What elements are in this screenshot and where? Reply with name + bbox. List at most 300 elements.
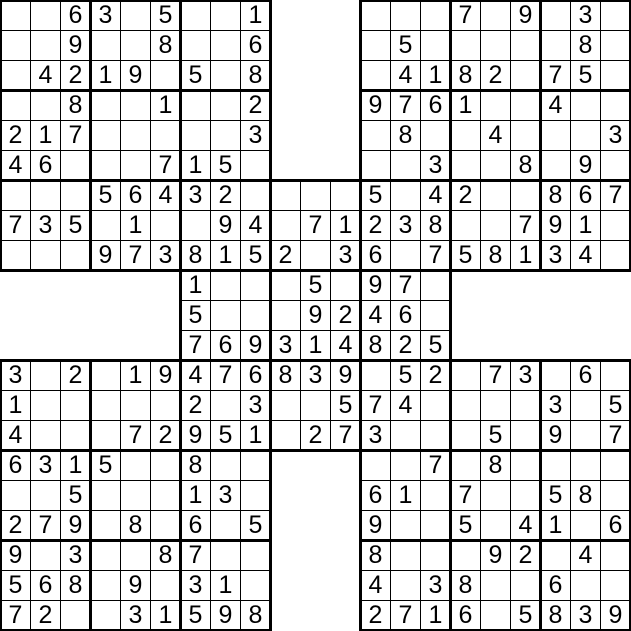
sudoku-cell-r15c14: 7: [420, 450, 451, 481]
sudoku-cell-r0c15: 7: [450, 0, 481, 31]
sudoku-cell-r12c16: 7: [480, 360, 511, 391]
sudoku-cell-r18c6: 7: [180, 540, 211, 571]
sudoku-cell-r17c5[interactable]: [150, 510, 181, 541]
sudoku-cell-r20c8: 8: [240, 600, 271, 631]
sudoku-cell-r18c0: 9: [0, 540, 31, 571]
sudoku-cell-r2c16: 2: [480, 60, 511, 91]
sudoku-cell-r9c7[interactable]: [210, 270, 241, 301]
sudoku-cell-r3c2: 8: [60, 90, 91, 121]
sudoku-cell-r3c15: 1: [450, 90, 481, 121]
sudoku-cell-r16c18: 5: [540, 480, 571, 511]
sudoku-cell-r10c14[interactable]: [420, 300, 451, 331]
sudoku-cell-r0c12[interactable]: [360, 0, 391, 31]
sudoku-cell-r1c6[interactable]: [180, 30, 211, 61]
sudoku-cell-r16c4[interactable]: [120, 480, 151, 511]
sudoku-cell-r19c12: 4: [360, 570, 391, 601]
sudoku-cell-r19c20[interactable]: [600, 570, 631, 601]
sudoku-cell-r8c20[interactable]: [600, 240, 631, 271]
sudoku-cell-r12c3[interactable]: [90, 360, 121, 391]
sudoku-cell-r7c6[interactable]: [180, 210, 211, 241]
sudoku-cell-r7c8: 4: [240, 210, 271, 241]
sudoku-cell-r15c12[interactable]: [360, 450, 391, 481]
sudoku-cell-r17c14[interactable]: [420, 510, 451, 541]
sudoku-cell-r13c7[interactable]: [210, 390, 241, 421]
sudoku-cell-r7c10: 7: [300, 210, 331, 241]
sudoku-cell-r9c12: 9: [360, 270, 391, 301]
sudoku-cell-r4c2: 7: [60, 120, 91, 151]
sudoku-cell-r3c14: 6: [420, 90, 451, 121]
sudoku-cell-r14c17[interactable]: [510, 420, 541, 451]
sudoku-cell-r1c1[interactable]: [30, 30, 61, 61]
sudoku-cell-r6c3: 5: [90, 180, 121, 211]
sudoku-cell-r8c11: 3: [330, 240, 361, 271]
sudoku-cell-r17c18: 1: [540, 510, 571, 541]
sudoku-cell-r13c16[interactable]: [480, 390, 511, 421]
sudoku-cell-r13c3[interactable]: [90, 390, 121, 421]
sudoku-cell-r10c10: 9: [300, 300, 331, 331]
sudoku-cell-r3c19[interactable]: [570, 90, 601, 121]
sudoku-cell-r18c14[interactable]: [420, 540, 451, 571]
sudoku-cell-r13c15[interactable]: [450, 390, 481, 421]
sudoku-cell-r6c9[interactable]: [270, 180, 301, 211]
sudoku-cell-r1c17[interactable]: [510, 30, 541, 61]
sudoku-cell-r17c6: 6: [180, 510, 211, 541]
sudoku-cell-r5c3[interactable]: [90, 150, 121, 181]
sudoku-cell-r4c17[interactable]: [510, 120, 541, 151]
sudoku-cell-r1c4[interactable]: [120, 30, 151, 61]
sudoku-cell-r13c9[interactable]: [270, 390, 301, 421]
sudoku-cell-r17c17: 4: [510, 510, 541, 541]
sudoku-cell-r18c17: 2: [510, 540, 541, 571]
sudoku-cell-r17c1: 7: [30, 510, 61, 541]
sudoku-cell-r12c2: 2: [60, 360, 91, 391]
sudoku-cell-r14c3[interactable]: [90, 420, 121, 451]
sudoku-cell-r6c4: 6: [120, 180, 151, 211]
sudoku-cell-r16c8[interactable]: [240, 480, 271, 511]
sudoku-cell-r2c0[interactable]: [0, 60, 31, 91]
sudoku-cell-r17c8: 5: [240, 510, 271, 541]
sudoku-cell-r8c13[interactable]: [390, 240, 421, 271]
sudoku-cell-r1c16[interactable]: [480, 30, 511, 61]
sudoku-cell-r16c20[interactable]: [600, 480, 631, 511]
sudoku-cell-r7c19: 1: [570, 210, 601, 241]
sudoku-cell-r15c8[interactable]: [240, 450, 271, 481]
sudoku-cell-r2c4: 9: [120, 60, 151, 91]
sudoku-cell-r5c4[interactable]: [120, 150, 151, 181]
sudoku-cell-r7c15[interactable]: [450, 210, 481, 241]
sudoku-cell-r9c8[interactable]: [240, 270, 271, 301]
sudoku-cell-r2c20[interactable]: [600, 60, 631, 91]
sudoku-cell-r10c12: 4: [360, 300, 391, 331]
sudoku-cell-r0c5: 5: [150, 0, 181, 31]
sudoku-cell-r2c5[interactable]: [150, 60, 181, 91]
sudoku-cell-r10c7[interactable]: [210, 300, 241, 331]
sudoku-cell-r15c5[interactable]: [150, 450, 181, 481]
sudoku-cell-r5c12[interactable]: [360, 150, 391, 181]
sudoku-cell-r18c13[interactable]: [390, 540, 421, 571]
sudoku-cell-r18c16: 9: [480, 540, 511, 571]
sudoku-cell-r15c7[interactable]: [210, 450, 241, 481]
sudoku-cell-r20c12: 2: [360, 600, 391, 631]
sudoku-cell-r14c8: 1: [240, 420, 271, 451]
sudoku-cell-r18c8[interactable]: [240, 540, 271, 571]
sudoku-cell-r13c18: 3: [540, 390, 571, 421]
sudoku-cell-r5c1: 6: [30, 150, 61, 181]
sudoku-cell-r13c19[interactable]: [570, 390, 601, 421]
sudoku-cell-r8c16: 8: [480, 240, 511, 271]
sudoku-cell-r1c20[interactable]: [600, 30, 631, 61]
sudoku-cell-r18c18[interactable]: [540, 540, 571, 571]
sudoku-cell-r4c5[interactable]: [150, 120, 181, 151]
sudoku-cell-r0c20[interactable]: [600, 0, 631, 31]
sudoku-cell-r8c14: 7: [420, 240, 451, 271]
sudoku-cell-r18c19: 4: [570, 540, 601, 571]
sudoku-cell-r20c15: 6: [450, 600, 481, 631]
sudoku-cell-r16c17[interactable]: [510, 480, 541, 511]
sudoku-cell-r1c14[interactable]: [420, 30, 451, 61]
sudoku-cell-r0c0[interactable]: [0, 0, 31, 31]
sudoku-cell-r18c5: 8: [150, 540, 181, 571]
sudoku-cell-r5c0: 4: [0, 150, 31, 181]
sudoku-cell-r3c1[interactable]: [30, 90, 61, 121]
sudoku-cell-r18c15[interactable]: [450, 540, 481, 571]
sudoku-cell-r13c5[interactable]: [150, 390, 181, 421]
sudoku-cell-r10c13: 6: [390, 300, 421, 331]
sudoku-cell-r10c9[interactable]: [270, 300, 301, 331]
sudoku-cell-r16c16[interactable]: [480, 480, 511, 511]
sudoku-cell-r8c5: 3: [150, 240, 181, 271]
sudoku-cell-r18c12: 8: [360, 540, 391, 571]
sudoku-cell-r12c18[interactable]: [540, 360, 571, 391]
sudoku-cell-r1c12[interactable]: [360, 30, 391, 61]
sudoku-cell-r1c18[interactable]: [540, 30, 571, 61]
sudoku-cell-r16c1[interactable]: [30, 480, 61, 511]
sudoku-cell-r7c7: 9: [210, 210, 241, 241]
sudoku-cell-r2c1: 4: [30, 60, 61, 91]
sudoku-cell-r14c12: 3: [360, 420, 391, 451]
sudoku-cell-r19c6: 3: [180, 570, 211, 601]
sudoku-cell-r14c15[interactable]: [450, 420, 481, 451]
sudoku-cell-r2c19: 5: [570, 60, 601, 91]
sudoku-cell-r4c6[interactable]: [180, 120, 211, 151]
sudoku-cell-r8c4: 7: [120, 240, 151, 271]
sudoku-cell-r6c10[interactable]: [300, 180, 331, 211]
sudoku-cell-r4c19[interactable]: [570, 120, 601, 151]
sudoku-cell-r11c10: 1: [300, 330, 331, 361]
sudoku-cell-r0c13[interactable]: [390, 0, 421, 31]
sudoku-cell-r7c20[interactable]: [600, 210, 631, 241]
sudoku-cell-r0c1[interactable]: [30, 0, 61, 31]
sudoku-cell-r18c3[interactable]: [90, 540, 121, 571]
sudoku-cell-r5c2[interactable]: [60, 150, 91, 181]
sudoku-cell-r6c12: 5: [360, 180, 391, 211]
sudoku-cell-r18c7[interactable]: [210, 540, 241, 571]
sudoku-cell-r2c15: 8: [450, 60, 481, 91]
sudoku-cell-r11c12: 8: [360, 330, 391, 361]
sudoku-cell-r6c11[interactable]: [330, 180, 361, 211]
sudoku-cell-r12c14: 2: [420, 360, 451, 391]
sudoku-cell-r1c5: 8: [150, 30, 181, 61]
sudoku-cell-r15c4[interactable]: [120, 450, 151, 481]
sudoku-cell-r20c19: 3: [570, 600, 601, 631]
sudoku-cell-r5c8[interactable]: [240, 150, 271, 181]
sudoku-cell-r13c20: 5: [600, 390, 631, 421]
sudoku-cell-r16c12: 6: [360, 480, 391, 511]
sudoku-cell-r7c12: 2: [360, 210, 391, 241]
sudoku-cell-r14c0: 4: [0, 420, 31, 451]
sudoku-cell-r7c2: 5: [60, 210, 91, 241]
sudoku-cell-r4c3[interactable]: [90, 120, 121, 151]
sudoku-cell-r10c11: 2: [330, 300, 361, 331]
sudoku-cell-r5c15[interactable]: [450, 150, 481, 181]
sudoku-cell-r16c0[interactable]: [0, 480, 31, 511]
sudoku-cell-r7c16[interactable]: [480, 210, 511, 241]
sudoku-cell-r7c1: 3: [30, 210, 61, 241]
sudoku-cell-r6c15: 2: [450, 180, 481, 211]
sudoku-cell-r2c7[interactable]: [210, 60, 241, 91]
sudoku-cell-r6c6: 3: [180, 180, 211, 211]
sudoku-cell-r6c17[interactable]: [510, 180, 541, 211]
sudoku-cell-r3c17[interactable]: [510, 90, 541, 121]
sudoku-cell-r14c4: 7: [120, 420, 151, 451]
sudoku-cell-r9c13: 7: [390, 270, 421, 301]
sudoku-cell-r3c6[interactable]: [180, 90, 211, 121]
sudoku-cell-r0c14[interactable]: [420, 0, 451, 31]
sudoku-cell-r8c7: 1: [210, 240, 241, 271]
sudoku-cell-r17c0: 2: [0, 510, 31, 541]
sudoku-cell-r19c17[interactable]: [510, 570, 541, 601]
sudoku-cell-r20c0: 7: [0, 600, 31, 631]
sudoku-cell-r2c14: 1: [420, 60, 451, 91]
sudoku-cell-r8c2[interactable]: [60, 240, 91, 271]
sudoku-cell-r20c7: 9: [210, 600, 241, 631]
sudoku-cell-r12c15[interactable]: [450, 360, 481, 391]
sudoku-cell-r14c20: 7: [600, 420, 631, 451]
sudoku-cell-r8c0[interactable]: [0, 240, 31, 271]
sudoku-cell-r19c8[interactable]: [240, 570, 271, 601]
sudoku-cell-r15c15[interactable]: [450, 450, 481, 481]
sudoku-cell-r12c6: 4: [180, 360, 211, 391]
sudoku-cell-r9c11[interactable]: [330, 270, 361, 301]
sudoku-cell-r14c19[interactable]: [570, 420, 601, 451]
sudoku-cell-r13c11: 5: [330, 390, 361, 421]
sudoku-cell-r16c2: 5: [60, 480, 91, 511]
sudoku-cell-r15c19[interactable]: [570, 450, 601, 481]
sudoku-cell-r19c7: 1: [210, 570, 241, 601]
sudoku-cell-r2c17[interactable]: [510, 60, 541, 91]
sudoku-cell-r4c4[interactable]: [120, 120, 151, 151]
sudoku-cell-r1c15[interactable]: [450, 30, 481, 61]
sudoku-cell-r13c13: 4: [390, 390, 421, 421]
sudoku-cell-r12c10: 3: [300, 360, 331, 391]
sudoku-cell-r1c3[interactable]: [90, 30, 121, 61]
sudoku-cell-r15c1: 3: [30, 450, 61, 481]
sudoku-cell-r17c4: 8: [120, 510, 151, 541]
sudoku-cell-r7c3[interactable]: [90, 210, 121, 241]
sudoku-cell-r16c13: 1: [390, 480, 421, 511]
sudoku-cell-r5c16[interactable]: [480, 150, 511, 181]
sudoku-cell-r16c3[interactable]: [90, 480, 121, 511]
sudoku-cell-r2c13: 4: [390, 60, 421, 91]
sudoku-cell-r12c0: 3: [0, 360, 31, 391]
sudoku-cell-r2c12[interactable]: [360, 60, 391, 91]
sudoku-cell-r7c9[interactable]: [270, 210, 301, 241]
sudoku-cell-r7c14: 8: [420, 210, 451, 241]
sudoku-cell-r6c18: 8: [540, 180, 571, 211]
sudoku-cell-r15c18[interactable]: [540, 450, 571, 481]
sudoku-cell-r19c5[interactable]: [150, 570, 181, 601]
sudoku-cell-r6c16[interactable]: [480, 180, 511, 211]
sudoku-cell-r13c12: 7: [360, 390, 391, 421]
sudoku-cell-r11c6: 7: [180, 330, 211, 361]
sudoku-cell-r17c13[interactable]: [390, 510, 421, 541]
sudoku-cell-r0c6[interactable]: [180, 0, 211, 31]
sudoku-cell-r6c2[interactable]: [60, 180, 91, 211]
sudoku-cell-r0c16[interactable]: [480, 0, 511, 31]
sudoku-cell-r17c19[interactable]: [570, 510, 601, 541]
sudoku-cell-r8c1[interactable]: [30, 240, 61, 271]
sudoku-cell-r8c6: 8: [180, 240, 211, 271]
sudoku-cell-r20c3[interactable]: [90, 600, 121, 631]
sudoku-cell-r8c15: 5: [450, 240, 481, 271]
sudoku-cell-r0c4[interactable]: [120, 0, 151, 31]
sudoku-cell-r0c18[interactable]: [540, 0, 571, 31]
sudoku-cell-r18c4[interactable]: [120, 540, 151, 571]
sudoku-cell-r19c15: 8: [450, 570, 481, 601]
sudoku-cell-r13c4[interactable]: [120, 390, 151, 421]
sudoku-cell-r4c20: 3: [600, 120, 631, 151]
sudoku-cell-r18c1[interactable]: [30, 540, 61, 571]
sudoku-cell-r17c12: 9: [360, 510, 391, 541]
sudoku-cell-r5c13[interactable]: [390, 150, 421, 181]
sudoku-cell-r19c14: 3: [420, 570, 451, 601]
sudoku-cell-r10c6: 5: [180, 300, 211, 331]
sudoku-cell-r12c13: 5: [390, 360, 421, 391]
sudoku-cell-r6c1[interactable]: [30, 180, 61, 211]
sudoku-cell-r5c5: 7: [150, 150, 181, 181]
sudoku-cell-r12c4: 1: [120, 360, 151, 391]
sudoku-cell-r15c13[interactable]: [390, 450, 421, 481]
sudoku-cell-r6c13[interactable]: [390, 180, 421, 211]
sudoku-cell-r15c6: 8: [180, 450, 211, 481]
sudoku-cell-r14c9[interactable]: [270, 420, 301, 451]
sudoku-cell-r20c2[interactable]: [60, 600, 91, 631]
sudoku-cell-r6c20: 7: [600, 180, 631, 211]
sudoku-cell-r19c0: 5: [0, 570, 31, 601]
sudoku-cell-r16c14[interactable]: [420, 480, 451, 511]
sudoku-cell-r13c8: 3: [240, 390, 271, 421]
sudoku-cell-r8c12: 6: [360, 240, 391, 271]
sudoku-cell-r13c14[interactable]: [420, 390, 451, 421]
sudoku-cell-r5c18[interactable]: [540, 150, 571, 181]
sudoku-cell-r13c10[interactable]: [300, 390, 331, 421]
sudoku-cell-r6c5: 4: [150, 180, 181, 211]
sudoku-cell-r9c14[interactable]: [420, 270, 451, 301]
sudoku-cell-r14c14[interactable]: [420, 420, 451, 451]
sudoku-cell-r18c2: 3: [60, 540, 91, 571]
sudoku-cell-r1c13: 5: [390, 30, 421, 61]
sudoku-cell-r3c4[interactable]: [120, 90, 151, 121]
sudoku-cell-r7c5[interactable]: [150, 210, 181, 241]
sudoku-cell-r4c18[interactable]: [540, 120, 571, 151]
sudoku-cell-r1c0[interactable]: [0, 30, 31, 61]
sudoku-cell-r3c16[interactable]: [480, 90, 511, 121]
sudoku-cell-r12c9: 8: [270, 360, 301, 391]
sudoku-cell-r19c19[interactable]: [570, 570, 601, 601]
sudoku-cell-r17c16[interactable]: [480, 510, 511, 541]
sudoku-cell-r19c3[interactable]: [90, 570, 121, 601]
sudoku-cell-r14c1[interactable]: [30, 420, 61, 451]
sudoku-cell-r20c16[interactable]: [480, 600, 511, 631]
sudoku-cell-r13c2[interactable]: [60, 390, 91, 421]
sudoku-cell-r16c19: 8: [570, 480, 601, 511]
sudoku-cell-r19c1: 6: [30, 570, 61, 601]
sudoku-cell-r2c2: 2: [60, 60, 91, 91]
sudoku-cell-r8c17: 1: [510, 240, 541, 271]
sudoku-cell-r8c10[interactable]: [300, 240, 331, 271]
sudoku-cell-r4c14[interactable]: [420, 120, 451, 151]
sudoku-cell-r9c9[interactable]: [270, 270, 301, 301]
sudoku-cell-r5c20[interactable]: [600, 150, 631, 181]
sudoku-cell-r14c2[interactable]: [60, 420, 91, 451]
sudoku-cell-r11c8: 9: [240, 330, 271, 361]
sudoku-cell-r20c6: 5: [180, 600, 211, 631]
sudoku-cell-r15c17[interactable]: [510, 450, 541, 481]
sudoku-cell-r3c20[interactable]: [600, 90, 631, 121]
sudoku-cell-r1c7[interactable]: [210, 30, 241, 61]
sudoku-cell-r4c12[interactable]: [360, 120, 391, 151]
sudoku-cell-r2c6: 5: [180, 60, 211, 91]
sudoku-cell-r14c18: 9: [540, 420, 571, 451]
sudoku-cell-r13c1[interactable]: [30, 390, 61, 421]
sudoku-cell-r19c13[interactable]: [390, 570, 421, 601]
sudoku-cell-r5c19: 9: [570, 150, 601, 181]
sudoku-cell-r3c7[interactable]: [210, 90, 241, 121]
sudoku-cell-r3c0[interactable]: [0, 90, 31, 121]
sudoku-cell-r17c20: 6: [600, 510, 631, 541]
sudoku-cell-r12c12[interactable]: [360, 360, 391, 391]
sudoku-cell-r16c5[interactable]: [150, 480, 181, 511]
sudoku-cell-r14c13[interactable]: [390, 420, 421, 451]
sudoku-cell-r6c8[interactable]: [240, 180, 271, 211]
sudoku-cell-r3c8: 2: [240, 90, 271, 121]
sudoku-cell-r19c16[interactable]: [480, 570, 511, 601]
sudoku-cell-r3c3[interactable]: [90, 90, 121, 121]
sudoku-cell-r14c11: 7: [330, 420, 361, 451]
sudoku-cell-r7c13: 3: [390, 210, 421, 241]
sudoku-cell-r0c8: 1: [240, 0, 271, 31]
sudoku-cell-r15c20[interactable]: [600, 450, 631, 481]
sudoku-cell-r6c0[interactable]: [0, 180, 31, 211]
sudoku-cell-r5c14: 3: [420, 150, 451, 181]
sudoku-cell-r10c8[interactable]: [240, 300, 271, 331]
sudoku-cell-r1c2: 9: [60, 30, 91, 61]
sudoku-cell-r17c7[interactable]: [210, 510, 241, 541]
sudoku-cell-r12c1[interactable]: [30, 360, 61, 391]
sudoku-cell-r13c17[interactable]: [510, 390, 541, 421]
sudoku-cell-r7c0: 7: [0, 210, 31, 241]
sudoku-cell-r18c20[interactable]: [600, 540, 631, 571]
sudoku-cell-r12c20[interactable]: [600, 360, 631, 391]
sudoku-cell-r20c5: 1: [150, 600, 181, 631]
sudoku-cell-r2c18: 7: [540, 60, 571, 91]
sudoku-cell-r4c15[interactable]: [450, 120, 481, 151]
sudoku-cell-r17c3[interactable]: [90, 510, 121, 541]
sudoku-cell-r0c3: 3: [90, 0, 121, 31]
sudoku-cell-r0c7[interactable]: [210, 0, 241, 31]
sudoku-cell-r5c6: 1: [180, 150, 211, 181]
sudoku-cell-r4c7[interactable]: [210, 120, 241, 151]
